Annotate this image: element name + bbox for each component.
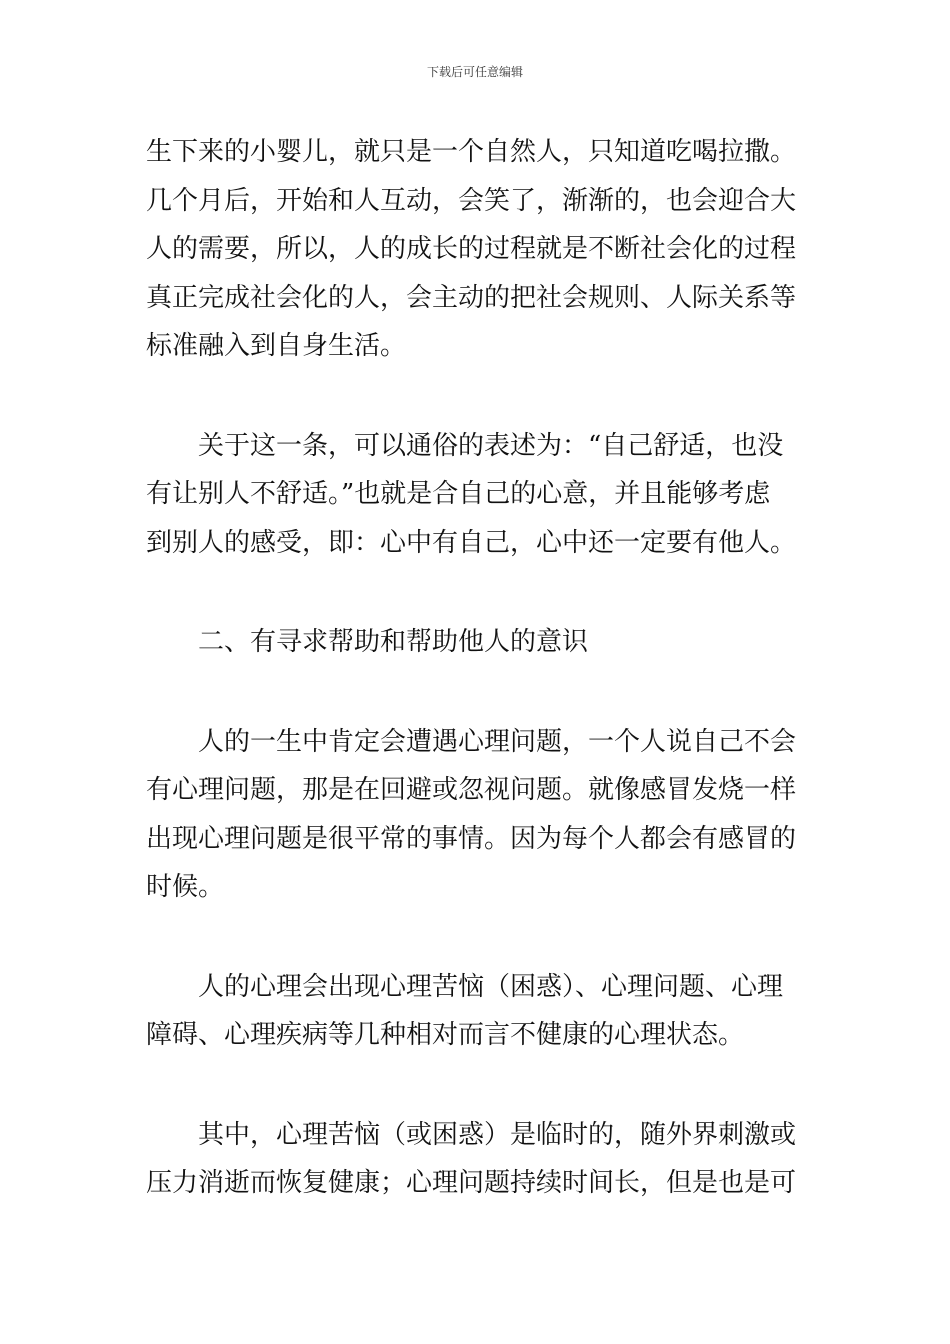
- text-line: 关于这一条，可以通俗的表述为：“自己舒适，也没: [198, 430, 784, 461]
- paragraph-gap: [146, 667, 811, 718]
- text-line: 障碍、心理疾病等几种相对而言不健康的心理状态。: [146, 1020, 745, 1050]
- text-line: 标准融入到自身生活。: [146, 331, 407, 361]
- text-line: 生下来的小婴儿，就只是一个自然人，只知道吃喝拉撒。: [146, 137, 797, 167]
- heading-line: 二、有寻求帮助和帮助他人的意识: [198, 627, 589, 657]
- section-heading: [146, 618, 811, 667]
- paragraph-1: [146, 128, 811, 371]
- document-body: [146, 128, 811, 1208]
- text-line: 压力消逝而恢复健康；心理问题持续时间长，但是也是可: [146, 1168, 797, 1198]
- text-line: 出现心理问题是很平常的事情。因为每个人都会有感冒的: [146, 823, 797, 854]
- paragraph-gap: [146, 912, 811, 963]
- text-line: 有心理问题，那是在回避或忽视问题。就像感冒发烧一样: [146, 775, 797, 805]
- page-header: 下载后可任意编辑: [426, 65, 523, 79]
- text-line: 时候。: [146, 872, 225, 902]
- paragraph-gap: [146, 567, 811, 618]
- text-line: 人的需要，所以，人的成长的过程就是不断社会化的过程: [146, 234, 797, 264]
- text-line: 几个月后，开始和人互动，会笑了，渐渐的，也会迎合大: [146, 185, 797, 216]
- text-line: 到别人的感受，即：心中有自己，心中还一定要有他人。: [146, 527, 797, 558]
- paragraph-gap: [146, 1060, 811, 1111]
- paragraph-2: [146, 422, 811, 568]
- text-line: 其中，心理苦恼（或困惑）是临时的，随外界刺激或: [198, 1119, 797, 1150]
- paragraph-3: [146, 718, 811, 912]
- text-line: 有让别人不舒适。”也就是合自己的心意，并且能够考虑: [146, 479, 771, 509]
- paragraph-5: [146, 1111, 811, 1208]
- text-line: 真正完成社会化的人，会主动的把社会规则、人际关系等: [146, 282, 797, 313]
- text-line: 人的一生中肯定会遭遇心理问题，一个人说自己不会: [198, 726, 797, 757]
- text-line: 人的心理会出现心理苦恼（困惑）、心理问题、心理: [198, 971, 784, 1002]
- paragraph-gap: [146, 371, 811, 422]
- paragraph-4: [146, 963, 811, 1060]
